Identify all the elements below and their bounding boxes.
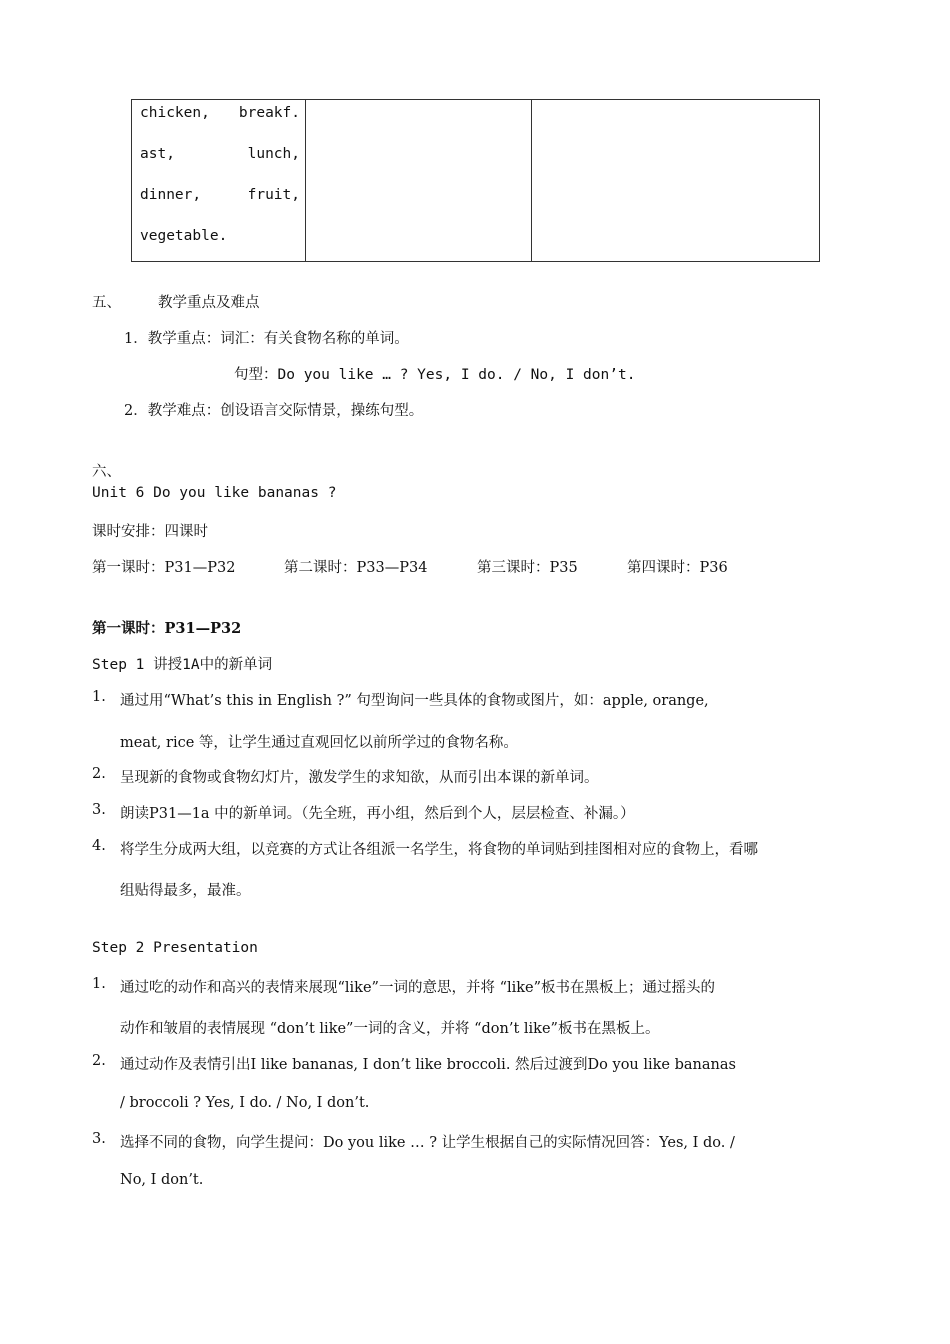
lesson-period: 第二课时：P33—P34	[284, 560, 428, 576]
list-item-number: 4.	[92, 838, 106, 854]
key-point: 1．教学重点：词汇：有关食物名称的单词。	[124, 331, 409, 347]
list-item-number: 3.	[92, 802, 106, 818]
table-cell-line: vegetable.	[140, 228, 228, 244]
list-item-number: 1.	[92, 976, 106, 992]
list-item-continued: No, I don’t.	[120, 1172, 204, 1188]
vocabulary-table	[131, 99, 820, 262]
table-cell-line: ast, lunch,	[140, 146, 300, 162]
list-item: 选择不同的食物，向学生提问：Do you like … ? 让学生根据自己的实际情况回答：Yes, I do. /	[120, 1135, 735, 1151]
table-divider	[531, 100, 532, 261]
list-item: 呈现新的食物或食物幻灯片，激发学生的求知欲，从而引出本课的新单词。	[120, 770, 599, 786]
list-item: 朗读P31—1a 中的新单词。（先全班，再小组，然后到个人，层层检查、补漏。）	[120, 806, 635, 822]
list-item-continued: 组贴得最多，最准。	[120, 883, 251, 899]
list-item-number: 3.	[92, 1131, 106, 1147]
section-heading: 教学重点及难点	[158, 295, 260, 311]
list-item: 通过用“What’s this in English ?” 句型询问一些具体的食物或图片，如：apple, orange,	[120, 693, 709, 709]
section-number: 五、	[92, 295, 121, 311]
lesson-period: 第一课时：P31—P32	[92, 560, 236, 576]
table-cell-line: dinner, fruit,	[140, 187, 300, 203]
unit-title: Unit 6 Do you like bananas ?	[92, 485, 337, 501]
list-item-number: 2.	[92, 1053, 106, 1069]
list-item-number: 1.	[92, 689, 106, 705]
list-item: 通过动作及表情引出I like bananas, I don’t like broccoli. 然后过渡到Do you like bananas	[120, 1057, 736, 1073]
step-heading: Step 1 讲授1A中的新单词	[92, 657, 273, 673]
lesson-period: 第四课时：P36	[627, 560, 728, 576]
list-item-number: 2.	[92, 766, 106, 782]
sentence-pattern: 句型：Do you like … ? Yes, I do. / No, I don’t.	[234, 367, 636, 383]
difficult-point: 2．教学难点：创设语言交际情景，操练句型。	[124, 403, 424, 419]
table-divider	[305, 100, 306, 261]
table-cell-line: chicken, breakf.	[140, 105, 300, 121]
list-item-continued: meat, rice 等，让学生通过直观回忆以前所学过的食物名称。	[120, 735, 518, 751]
list-item: 通过吃的动作和高兴的表情来展现“like”一词的意思，并将 “like”板书在黑板上；通过摇头的	[120, 980, 716, 996]
lesson-title: 第一课时：P31—P32	[92, 620, 242, 637]
section-number: 六、	[92, 464, 121, 480]
list-item-continued: / broccoli ? Yes, I do. / No, I don’t.	[120, 1095, 370, 1111]
list-item-continued: 动作和皱眉的表情展现 “don’t like”一词的含义，并将 “don’t like”板书在黑板上。	[120, 1021, 660, 1037]
lesson-period: 第三课时：P35	[477, 560, 578, 576]
schedule: 课时安排：四课时	[92, 524, 208, 540]
list-item: 将学生分成两大组，以竞赛的方式让各组派一名学生，将食物的单词贴到挂图相对应的食物上，看哪	[120, 842, 758, 858]
step-heading: Step 2 Presentation	[92, 940, 258, 956]
